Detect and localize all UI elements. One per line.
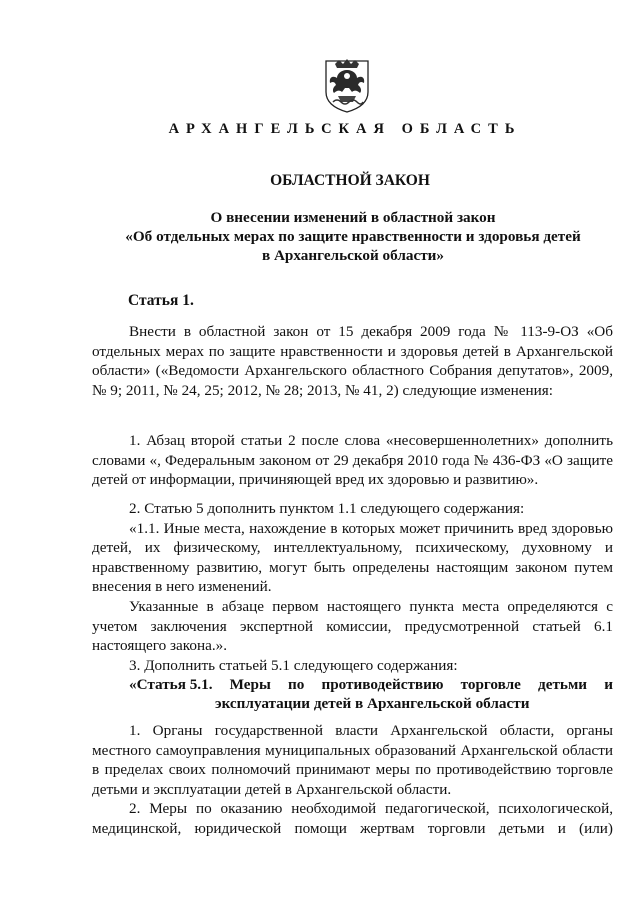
paragraph: 1. Абзац второй статьи 2 после слова «несовершеннолетних» дополнить словами «, Федеральным законом от 29 декабря 2010 года № 436-ФЗ «О защите детей от информации, причиняющей вред их здоровью и развитию». bbox=[92, 432, 613, 489]
paragraph: Внести в областной закон от 15 декабря 2009 года № 113-9-ОЗ «Об отдельных мерах по защите нравственности и здоровья детей в Архангельской области» («Ведомости Архангельского областного Собрания депутатов», 2009, № 9; 2011, № 24, 25; 2012, № 28; 2013, № 41, 2) следующие изменения: bbox=[92, 323, 613, 399]
paragraph: 1. Органы государственной власти Архангельской области, органы местного самоуправления муниципальных образований Архангельской области в пределах своих полномочий принимают меры по противодействию торговле детьми и эксплуатации детей в Архангельской области. bbox=[92, 722, 613, 798]
heading-word: «Статья 5.1. bbox=[129, 676, 213, 693]
item-2-block bbox=[92, 499, 613, 656]
heading-word: детьми bbox=[538, 676, 588, 693]
law-title-line: в Архангельской области» bbox=[261, 247, 445, 264]
heading-line-2: эксплуатации детей в Архангельской области bbox=[215, 695, 530, 712]
region-name: АРХАНГЕЛЬСКАЯ ОБЛАСТЬ bbox=[168, 121, 522, 137]
paragraph: «1.1. Иные места, нахождение в которых может причинить вред здоровью детей, их физическому, интеллектуальному, психическому, духовному и нравственному развитию, могут быть определены настоящим законом путем внесения в него изменений. bbox=[92, 519, 613, 596]
heading-word: противодействию bbox=[321, 676, 444, 693]
law-kind-heading: ОБЛАСТНОЙ ЗАКОН bbox=[270, 172, 430, 189]
law-title-line: «Об отдельных мерах по защите нравственности и здоровья детей bbox=[125, 228, 581, 245]
item-1-block bbox=[92, 431, 613, 490]
law-title-line: О внесении изменений в областной закон bbox=[210, 209, 496, 226]
paragraph: Указанные в абзаце первом настоящего пункта места определяются с учетом заключения экспертной комиссии, предусмотренной статьей 6.1 настоящего закона.». bbox=[92, 597, 613, 655]
heading-word: Меры bbox=[229, 676, 271, 693]
heading-word: по bbox=[287, 676, 305, 693]
article-1-intro-block bbox=[92, 322, 613, 400]
paragraph: 2. Статью 5 дополнить пунктом 1.1 следующего содержания: bbox=[129, 500, 525, 517]
item-3-block bbox=[92, 656, 613, 676]
article-1-heading: Статья 1. bbox=[128, 292, 194, 309]
article-5-1-body bbox=[92, 721, 613, 839]
paragraph: 3. Дополнить статьей 5.1 следующего содержания: bbox=[129, 657, 458, 674]
coat-of-arms-icon bbox=[323, 58, 371, 114]
law-title bbox=[114, 208, 592, 265]
paragraph: 2. Меры по оказанию необходимой педагогической, психологической, медицинской, юридической помощи жертвам торговли детьми и (или) bbox=[92, 800, 613, 837]
article-5-1-heading bbox=[92, 675, 613, 713]
heading-word: и bbox=[604, 676, 613, 693]
heading-word: торговле bbox=[460, 676, 521, 693]
